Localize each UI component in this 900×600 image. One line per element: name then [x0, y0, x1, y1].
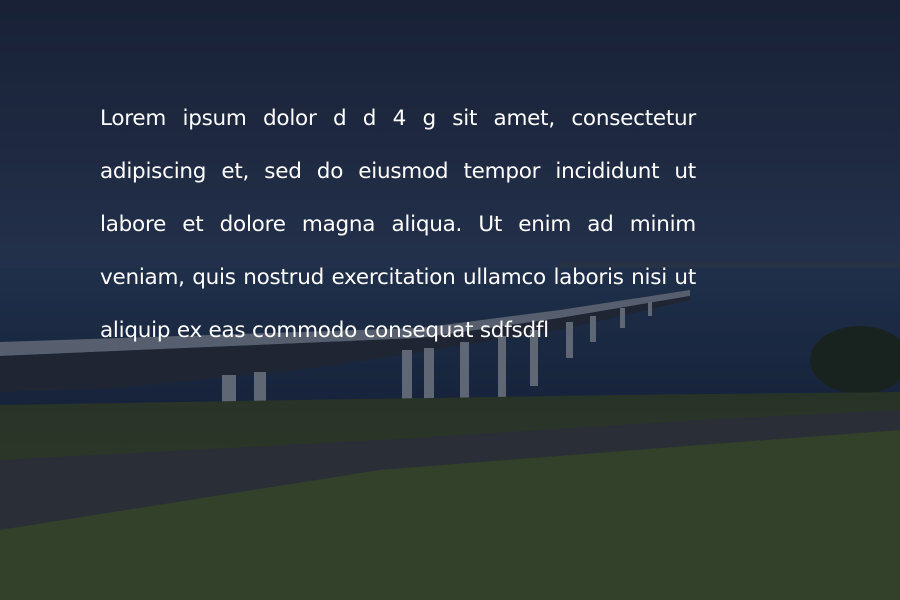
body-paragraph: Lorem ipsum dolor d d 4 g sit amet, consectetur adipiscing et, sed do eiusmod tempor incididunt ut labore et dolore magna aliqua. Ut enim ad minim veniam, quis nostrud exercitation ullamco laboris nisi ut aliquip ex eas commodo consequat sdfsdfl — [100, 106, 696, 343]
